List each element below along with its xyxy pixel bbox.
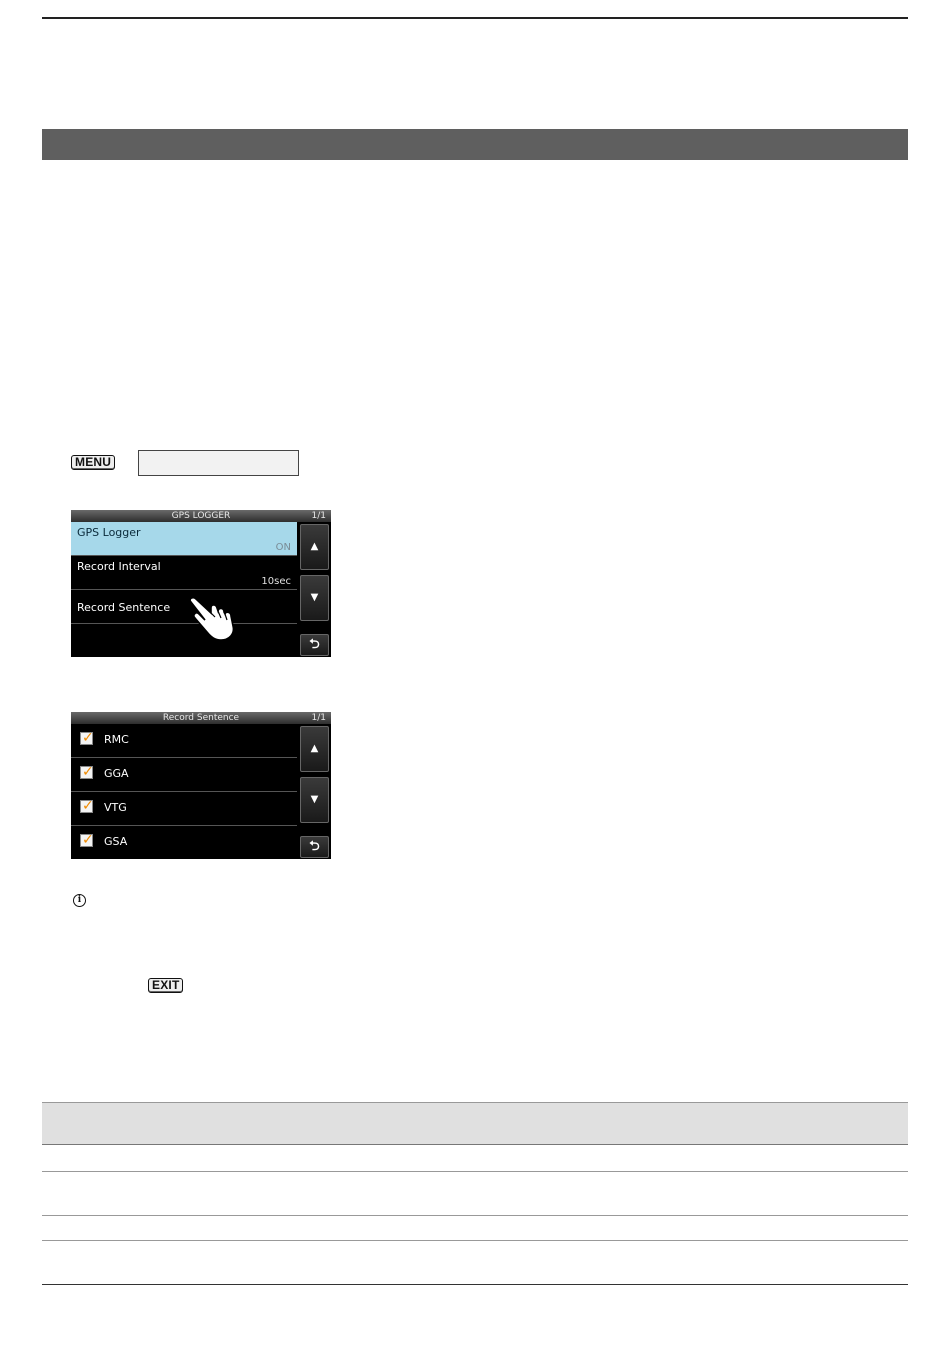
screen-title-bar bbox=[71, 510, 331, 522]
sentence-label: RMC bbox=[104, 733, 129, 746]
screen-title-bar bbox=[71, 712, 331, 724]
touch-hand-icon bbox=[185, 596, 241, 642]
exit-key-label: EXIT bbox=[148, 978, 183, 993]
sentence-list bbox=[71, 724, 297, 859]
table-header bbox=[42, 1102, 908, 1145]
menu-item-value: 10sec bbox=[261, 576, 291, 587]
check-icon: ✓ bbox=[82, 832, 94, 848]
check-icon: ✓ bbox=[82, 798, 94, 814]
checkbox[interactable] bbox=[80, 766, 93, 779]
menu-item-label: Record Interval bbox=[77, 560, 161, 573]
page-indicator: 1/1 bbox=[311, 511, 326, 521]
sentence-item-vtg[interactable] bbox=[71, 792, 297, 826]
sentence-label: GSA bbox=[104, 835, 128, 848]
table-row-divider bbox=[42, 1171, 908, 1172]
up-arrow-icon[interactable]: ▲ bbox=[300, 726, 329, 772]
menu-item-record-interval[interactable] bbox=[71, 556, 297, 590]
checkbox[interactable] bbox=[80, 800, 93, 813]
check-icon: ✓ bbox=[82, 764, 94, 780]
section-header-bar bbox=[42, 129, 908, 160]
menu-item-gps-logger[interactable] bbox=[71, 522, 297, 556]
record-sentence-screen bbox=[71, 712, 331, 859]
gps-logger-screen bbox=[71, 510, 331, 657]
scroll-column bbox=[297, 724, 331, 859]
table-bottom-rule bbox=[42, 1284, 908, 1285]
top-rule bbox=[42, 17, 908, 19]
menu-item-value: ON bbox=[275, 542, 291, 553]
menu-item-label: GPS Logger bbox=[77, 526, 141, 539]
page-indicator: 1/1 bbox=[311, 713, 326, 723]
table-row-divider bbox=[42, 1240, 908, 1241]
table-row-divider bbox=[42, 1215, 908, 1216]
sentence-item-gsa[interactable] bbox=[71, 826, 297, 859]
sentence-item-rmc[interactable] bbox=[71, 724, 297, 758]
down-arrow-icon[interactable]: ▼ bbox=[300, 575, 329, 621]
info-icon: i bbox=[73, 894, 86, 907]
checkbox[interactable] bbox=[80, 732, 93, 745]
screen-title: Record Sentence bbox=[162, 713, 240, 723]
back-arrow-icon[interactable]: ⮌ bbox=[300, 634, 329, 656]
sentence-label: GGA bbox=[104, 767, 129, 780]
menu-list bbox=[71, 522, 297, 657]
sentence-label: VTG bbox=[104, 801, 127, 814]
menu-path-box bbox=[138, 450, 299, 476]
checkbox[interactable] bbox=[80, 834, 93, 847]
check-icon: ✓ bbox=[82, 730, 94, 746]
scroll-column bbox=[297, 522, 331, 657]
menu-key-label: MENU bbox=[71, 455, 115, 470]
up-arrow-icon[interactable]: ▲ bbox=[300, 524, 329, 570]
menu-item-label: Record Sentence bbox=[77, 601, 171, 614]
screen-title: GPS LOGGER bbox=[171, 511, 231, 521]
sentence-item-gga[interactable] bbox=[71, 758, 297, 792]
menu-item-record-sentence[interactable] bbox=[71, 590, 297, 624]
down-arrow-icon[interactable]: ▼ bbox=[300, 777, 329, 823]
menu-item-empty bbox=[71, 624, 297, 657]
back-arrow-icon[interactable]: ⮌ bbox=[300, 836, 329, 858]
